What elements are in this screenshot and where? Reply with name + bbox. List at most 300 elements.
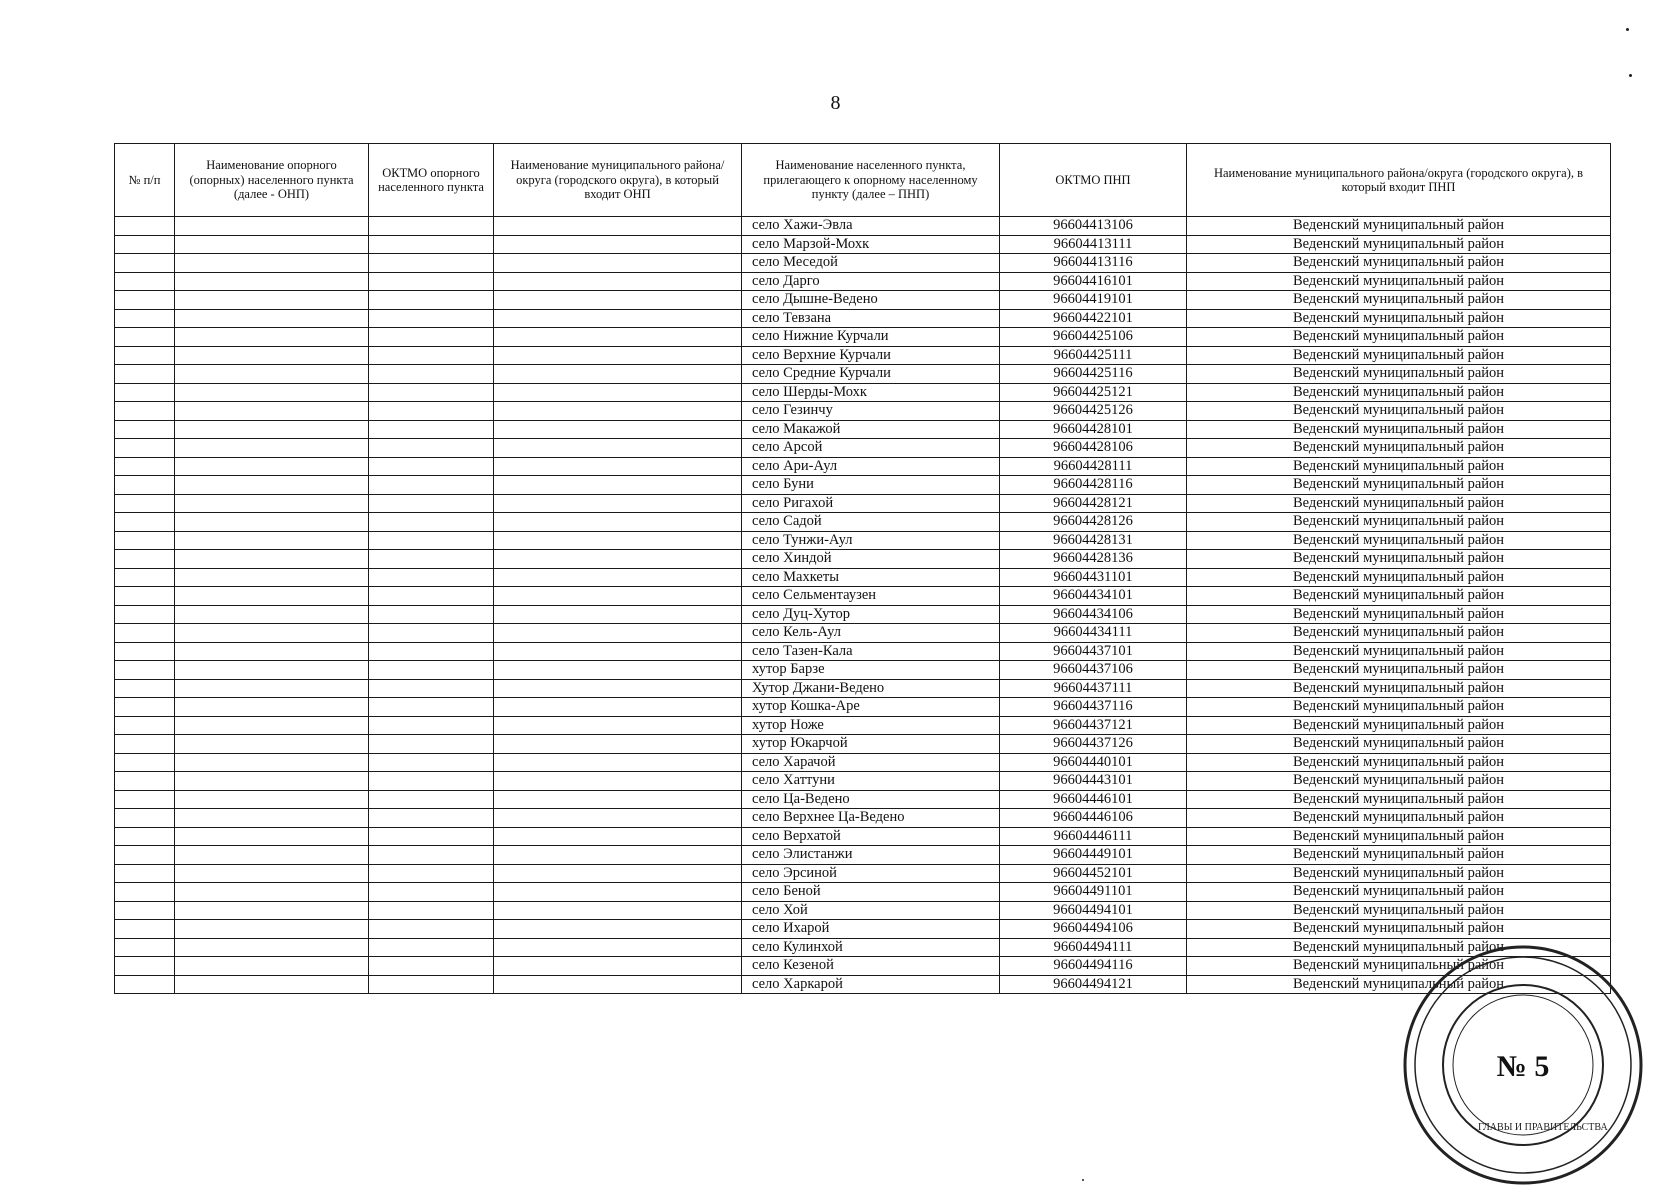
cell-onp-name [175,309,369,328]
cell-onp-district [494,235,742,254]
cell-pnp-district: Веденский муниципальный район [1187,679,1611,698]
cell-pnp-oktmo: 96604425126 [1000,402,1187,421]
cell-onp-district [494,550,742,569]
cell-onp-district [494,920,742,939]
cell-onp-name [175,513,369,532]
cell-number [115,494,175,513]
table-row [115,420,1611,439]
cell-onp-oktmo [369,550,494,569]
cell-onp-name [175,439,369,458]
cell-pnp-name: хутор Кошка-Аре [742,698,1000,717]
table-row [115,587,1611,606]
svg-text:ГЛАВЫ И ПРАВИТЕЛЬСТВА: ГЛАВЫ И ПРАВИТЕЛЬСТВА [1478,1122,1608,1133]
cell-onp-name [175,938,369,957]
cell-pnp-oktmo: 96604413106 [1000,217,1187,236]
scan-speck [1629,74,1632,77]
cell-pnp-oktmo: 96604428126 [1000,513,1187,532]
cell-number [115,938,175,957]
cell-onp-district [494,309,742,328]
cell-onp-oktmo [369,402,494,421]
table-row [115,513,1611,532]
cell-pnp-name: село Беной [742,883,1000,902]
table-row [115,809,1611,828]
cell-onp-oktmo [369,568,494,587]
cell-number [115,365,175,384]
cell-number [115,439,175,458]
cell-onp-name [175,809,369,828]
cell-pnp-oktmo: 96604437116 [1000,698,1187,717]
cell-number [115,476,175,495]
cell-pnp-oktmo: 96604422101 [1000,309,1187,328]
cell-pnp-name: село Садой [742,513,1000,532]
scan-speck [1082,1179,1084,1181]
cell-pnp-oktmo: 96604431101 [1000,568,1187,587]
table-row [115,550,1611,569]
cell-pnp-oktmo: 96604437126 [1000,735,1187,754]
cell-pnp-name: село Хиндой [742,550,1000,569]
table-row [115,679,1611,698]
cell-number [115,420,175,439]
cell-pnp-name: село Верхние Курчали [742,346,1000,365]
cell-number [115,864,175,883]
cell-onp-oktmo [369,772,494,791]
cell-pnp-name: село Марзой-Мохк [742,235,1000,254]
cell-onp-name [175,365,369,384]
cell-pnp-oktmo: 96604428101 [1000,420,1187,439]
table-row [115,827,1611,846]
cell-onp-oktmo [369,642,494,661]
cell-onp-oktmo [369,883,494,902]
cell-onp-name [175,957,369,976]
cell-onp-district [494,420,742,439]
cell-onp-district [494,254,742,273]
cell-onp-name [175,531,369,550]
cell-pnp-district: Веденский муниципальный район [1187,476,1611,495]
cell-pnp-oktmo: 96604428121 [1000,494,1187,513]
cell-pnp-district: Веденский муниципальный район [1187,827,1611,846]
cell-pnp-name: село Тазен-Кала [742,642,1000,661]
cell-onp-district [494,698,742,717]
cell-pnp-oktmo: 96604437111 [1000,679,1187,698]
cell-pnp-district: Веденский муниципальный район [1187,402,1611,421]
table-row [115,975,1611,994]
cell-onp-district [494,661,742,680]
cell-onp-oktmo [369,790,494,809]
cell-pnp-district: Веденский муниципальный район [1187,975,1611,994]
cell-pnp-district: Веденский муниципальный район [1187,883,1611,902]
cell-pnp-name: хутор Ноже [742,716,1000,735]
cell-onp-name [175,698,369,717]
table-row [115,716,1611,735]
cell-pnp-oktmo: 96604494101 [1000,901,1187,920]
table-row [115,753,1611,772]
cell-pnp-name: село Ихарой [742,920,1000,939]
cell-onp-oktmo [369,957,494,976]
cell-onp-district [494,753,742,772]
cell-pnp-name: село Хой [742,901,1000,920]
table-row [115,864,1611,883]
cell-pnp-district: Веденский муниципальный район [1187,309,1611,328]
table-row [115,328,1611,347]
cell-pnp-oktmo: 96604446101 [1000,790,1187,809]
cell-pnp-oktmo: 96604443101 [1000,772,1187,791]
cell-pnp-oktmo: 96604446111 [1000,827,1187,846]
table-row [115,235,1611,254]
cell-pnp-oktmo: 96604491101 [1000,883,1187,902]
cell-pnp-district: Веденский муниципальный район [1187,957,1611,976]
cell-pnp-oktmo: 96604428136 [1000,550,1187,569]
cell-onp-name [175,383,369,402]
cell-pnp-name: хутор Юкарчой [742,735,1000,754]
table-row [115,957,1611,976]
cell-onp-district [494,457,742,476]
cell-pnp-district: Веденский муниципальный район [1187,716,1611,735]
cell-onp-oktmo [369,346,494,365]
cell-onp-name [175,661,369,680]
cell-number [115,716,175,735]
cell-onp-name [175,328,369,347]
table-row [115,624,1611,643]
table-row [115,735,1611,754]
cell-onp-name [175,679,369,698]
cell-onp-district [494,772,742,791]
cell-onp-district [494,864,742,883]
cell-number [115,624,175,643]
cell-pnp-name: село Тунжи-Аул [742,531,1000,550]
cell-number [115,920,175,939]
cell-number [115,383,175,402]
cell-pnp-district: Веденский муниципальный район [1187,772,1611,791]
cell-onp-district [494,365,742,384]
cell-pnp-name: село Верхнее Ца-Ведено [742,809,1000,828]
cell-onp-oktmo [369,476,494,495]
cell-pnp-district: Веденский муниципальный район [1187,864,1611,883]
cell-onp-district [494,291,742,310]
cell-onp-district [494,217,742,236]
cell-onp-district [494,513,742,532]
cell-pnp-district: Веденский муниципальный район [1187,568,1611,587]
cell-onp-name [175,642,369,661]
table-row [115,346,1611,365]
cell-onp-oktmo [369,457,494,476]
cell-number [115,679,175,698]
cell-number [115,883,175,902]
cell-onp-name [175,476,369,495]
cell-pnp-district: Веденский муниципальный район [1187,790,1611,809]
cell-pnp-district: Веденский муниципальный район [1187,642,1611,661]
table-row [115,772,1611,791]
cell-onp-district [494,846,742,865]
cell-pnp-oktmo: 96604428131 [1000,531,1187,550]
official-seal [1398,940,1648,1190]
cell-onp-oktmo [369,494,494,513]
cell-onp-district [494,476,742,495]
cell-number [115,346,175,365]
cell-number [115,846,175,865]
header-number: № п/п [115,144,175,217]
header-onp-district: Наименование муниципального района/округа (городского округа), в который входит ОНП [494,144,742,217]
cell-number [115,735,175,754]
cell-onp-name [175,790,369,809]
cell-onp-district [494,827,742,846]
cell-pnp-name: село Кель-Аул [742,624,1000,643]
cell-pnp-oktmo: 96604425106 [1000,328,1187,347]
cell-pnp-name: село Элистанжи [742,846,1000,865]
cell-onp-name [175,217,369,236]
cell-number [115,550,175,569]
table-row [115,439,1611,458]
cell-onp-district [494,790,742,809]
svg-text:№ 5: № 5 [1496,1050,1550,1083]
cell-onp-oktmo [369,439,494,458]
cell-pnp-district: Веденский муниципальный район [1187,753,1611,772]
cell-onp-oktmo [369,328,494,347]
cell-pnp-district: Веденский муниципальный район [1187,457,1611,476]
cell-pnp-oktmo: 96604425111 [1000,346,1187,365]
table-row [115,883,1611,902]
cell-pnp-district: Веденский муниципальный район [1187,494,1611,513]
table-row [115,217,1611,236]
cell-pnp-name: село Меседой [742,254,1000,273]
cell-pnp-name: село Верхатой [742,827,1000,846]
table-row [115,846,1611,865]
cell-onp-oktmo [369,975,494,994]
cell-onp-oktmo [369,531,494,550]
cell-number [115,753,175,772]
table-row [115,901,1611,920]
table-row [115,605,1611,624]
cell-onp-district [494,402,742,421]
cell-onp-name [175,975,369,994]
cell-pnp-name: село Ца-Ведено [742,790,1000,809]
cell-onp-oktmo [369,235,494,254]
cell-onp-name [175,254,369,273]
table-row [115,698,1611,717]
cell-pnp-oktmo: 96604428116 [1000,476,1187,495]
cell-pnp-name: село Буни [742,476,1000,495]
cell-onp-name [175,883,369,902]
scan-speck [1626,28,1629,31]
cell-onp-district [494,439,742,458]
cell-pnp-name: село Хажи-Эвла [742,217,1000,236]
table-row [115,402,1611,421]
cell-pnp-district: Веденский муниципальный район [1187,920,1611,939]
table-header-row [115,144,1611,217]
cell-onp-district [494,679,742,698]
cell-pnp-district: Веденский муниципальный район [1187,272,1611,291]
cell-onp-oktmo [369,365,494,384]
cell-onp-oktmo [369,661,494,680]
table-row [115,457,1611,476]
cell-onp-oktmo [369,587,494,606]
cell-onp-name [175,864,369,883]
cell-pnp-oktmo: 96604449101 [1000,846,1187,865]
cell-onp-name [175,420,369,439]
cell-pnp-oktmo: 96604440101 [1000,753,1187,772]
cell-onp-district [494,494,742,513]
cell-pnp-oktmo: 96604419101 [1000,291,1187,310]
cell-onp-oktmo [369,254,494,273]
table-row [115,642,1611,661]
cell-pnp-name: село Макажой [742,420,1000,439]
cell-onp-name [175,735,369,754]
table-row [115,531,1611,550]
cell-pnp-district: Веденский муниципальный район [1187,809,1611,828]
cell-pnp-district: Веденский муниципальный район [1187,365,1611,384]
cell-number [115,235,175,254]
cell-onp-name [175,291,369,310]
cell-pnp-district: Веденский муниципальный район [1187,328,1611,347]
cell-onp-district [494,809,742,828]
cell-pnp-district: Веденский муниципальный район [1187,938,1611,957]
cell-number [115,957,175,976]
cell-onp-oktmo [369,864,494,883]
table-row [115,790,1611,809]
cell-pnp-oktmo: 96604494116 [1000,957,1187,976]
cell-onp-oktmo [369,605,494,624]
cell-pnp-name: село Ригахой [742,494,1000,513]
settlements-table [114,143,1611,994]
cell-pnp-name: село Сельментаузен [742,587,1000,606]
cell-number [115,901,175,920]
cell-number [115,513,175,532]
cell-onp-district [494,605,742,624]
cell-pnp-district: Веденский муниципальный район [1187,661,1611,680]
cell-pnp-name: село Дуц-Хутор [742,605,1000,624]
cell-pnp-name: село Эрсиной [742,864,1000,883]
table-row [115,365,1611,384]
table-row [115,383,1611,402]
cell-onp-name [175,457,369,476]
cell-onp-name [175,550,369,569]
cell-pnp-oktmo: 96604428111 [1000,457,1187,476]
cell-onp-name [175,772,369,791]
cell-pnp-district: Веденский муниципальный район [1187,901,1611,920]
cell-pnp-name: село Гезинчу [742,402,1000,421]
cell-pnp-oktmo: 96604425121 [1000,383,1187,402]
cell-onp-name [175,272,369,291]
cell-onp-oktmo [369,272,494,291]
cell-onp-oktmo [369,513,494,532]
cell-pnp-name: село Кезеной [742,957,1000,976]
cell-pnp-oktmo: 96604425116 [1000,365,1187,384]
cell-pnp-oktmo: 96604416101 [1000,272,1187,291]
cell-pnp-district: Веденский муниципальный район [1187,383,1611,402]
cell-pnp-oktmo: 96604437106 [1000,661,1187,680]
cell-onp-district [494,735,742,754]
cell-onp-name [175,901,369,920]
table-row [115,291,1611,310]
cell-pnp-district: Веденский муниципальный район [1187,513,1611,532]
cell-number [115,698,175,717]
cell-onp-name [175,716,369,735]
cell-number [115,772,175,791]
table-row [115,568,1611,587]
cell-pnp-district: Веденский муниципальный район [1187,846,1611,865]
cell-onp-oktmo [369,217,494,236]
cell-number [115,642,175,661]
cell-pnp-district: Веденский муниципальный район [1187,735,1611,754]
cell-pnp-oktmo: 96604428106 [1000,439,1187,458]
cell-onp-oktmo [369,420,494,439]
cell-number [115,790,175,809]
cell-pnp-district: Веденский муниципальный район [1187,698,1611,717]
cell-pnp-name: село Нижние Курчали [742,328,1000,347]
cell-pnp-name: село Харачой [742,753,1000,772]
header-onp-name: Наименование опорного (опорных) населенного пункта (далее - ОНП) [175,144,369,217]
cell-onp-district [494,346,742,365]
cell-number [115,309,175,328]
cell-onp-name [175,494,369,513]
cell-onp-name [175,568,369,587]
cell-number [115,827,175,846]
cell-onp-name [175,346,369,365]
cell-onp-name [175,753,369,772]
cell-pnp-oktmo: 96604434101 [1000,587,1187,606]
cell-onp-district [494,568,742,587]
cell-onp-name [175,846,369,865]
cell-onp-oktmo [369,383,494,402]
cell-onp-district [494,938,742,957]
cell-number [115,587,175,606]
cell-pnp-name: село Кулинхой [742,938,1000,957]
cell-pnp-oktmo: 96604437121 [1000,716,1187,735]
cell-onp-oktmo [369,735,494,754]
cell-pnp-oktmo: 96604437101 [1000,642,1187,661]
cell-pnp-name: село Средние Курчали [742,365,1000,384]
table-body [115,217,1611,994]
cell-pnp-oktmo: 96604446106 [1000,809,1187,828]
table-row [115,938,1611,957]
cell-pnp-name: село Дышне-Ведено [742,291,1000,310]
cell-pnp-district: Веденский муниципальный район [1187,254,1611,273]
cell-onp-oktmo [369,716,494,735]
cell-onp-name [175,587,369,606]
table-row [115,661,1611,680]
cell-onp-name [175,920,369,939]
cell-number [115,328,175,347]
cell-onp-district [494,272,742,291]
cell-onp-name [175,624,369,643]
cell-pnp-district: Веденский муниципальный район [1187,587,1611,606]
cell-pnp-district: Веденский муниципальный район [1187,291,1611,310]
cell-onp-oktmo [369,827,494,846]
cell-pnp-district: Веденский муниципальный район [1187,235,1611,254]
cell-pnp-district: Веденский муниципальный район [1187,624,1611,643]
cell-onp-district [494,716,742,735]
cell-onp-name [175,605,369,624]
cell-onp-district [494,531,742,550]
cell-number [115,291,175,310]
cell-pnp-district: Веденский муниципальный район [1187,605,1611,624]
cell-onp-oktmo [369,698,494,717]
cell-pnp-name: село Харкарой [742,975,1000,994]
cell-pnp-name: село Ари-Аул [742,457,1000,476]
cell-pnp-district: Веденский муниципальный район [1187,550,1611,569]
cell-number [115,402,175,421]
cell-pnp-name: село Хаттуни [742,772,1000,791]
cell-onp-district [494,587,742,606]
table-row [115,476,1611,495]
cell-onp-name [175,235,369,254]
header-pnp-name: Наименование населенного пункта, прилегающего к опорному населенному пункту (далее – ПНП) [742,144,1000,217]
cell-onp-name [175,402,369,421]
cell-onp-district [494,901,742,920]
cell-number [115,975,175,994]
cell-onp-oktmo [369,679,494,698]
cell-pnp-district: Веденский муниципальный район [1187,531,1611,550]
page-number: 8 [830,92,841,114]
